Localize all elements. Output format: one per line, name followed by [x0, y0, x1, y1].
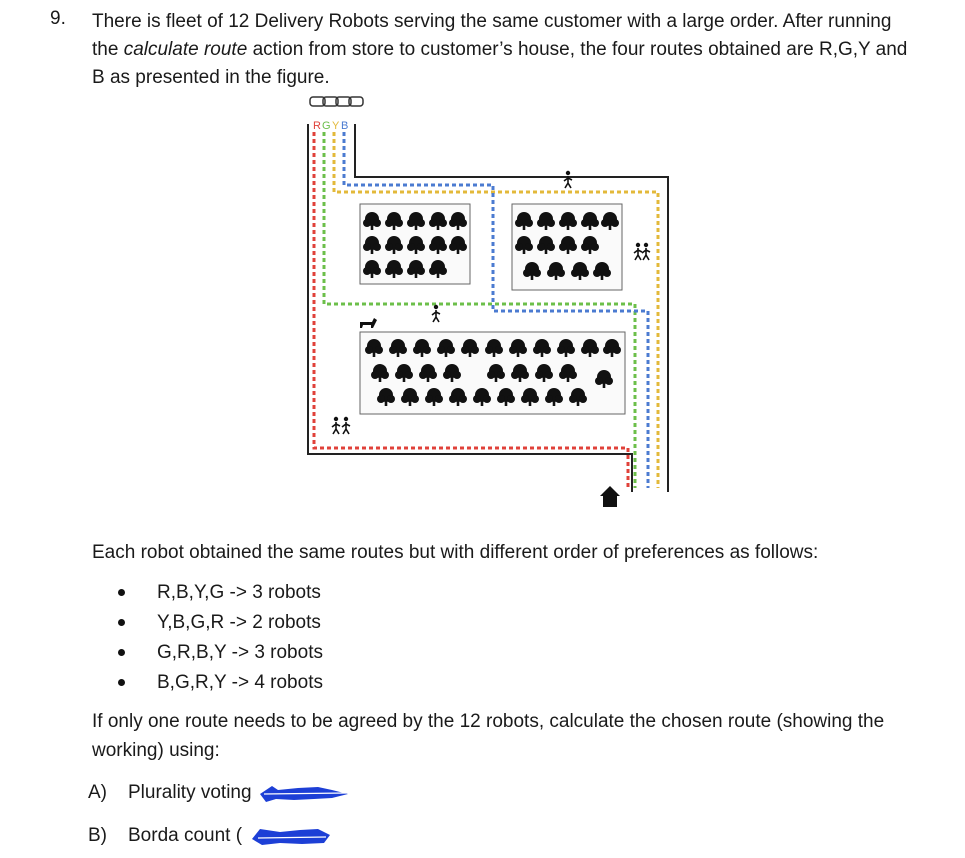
preferences-intro: Each robot obtained the same routes but with different order of preferences as follows: [92, 542, 819, 563]
routes [314, 132, 658, 488]
intro-text-2: action from store to customer’s house, the four routes obtained are R,G,Y and B as presented in the figure. [92, 39, 908, 88]
dog-icon [360, 318, 377, 328]
method-a [88, 779, 252, 807]
preference-text: R,B,Y,G -> 3 robots [157, 582, 321, 603]
route-map-figure [300, 92, 680, 512]
route-label-g: G [322, 120, 331, 132]
route-label-r: R [313, 120, 321, 132]
tree-block-bottom [360, 332, 625, 414]
robots-icon [310, 97, 363, 106]
question-number: 9. [50, 8, 66, 29]
redaction-scribble-a [258, 780, 358, 808]
preference-text: B,G,R,Y -> 4 robots [157, 672, 323, 693]
preference-text: Y,B,G,R -> 2 robots [157, 612, 321, 633]
tree-block-top-left [360, 204, 470, 284]
intro-text-1: There is fleet of 12 Delivery Robots serving the same customer with a large order. After running the [92, 11, 892, 60]
house-icon [600, 486, 620, 507]
method-b [88, 822, 242, 850]
route-label-y: Y [332, 120, 340, 132]
bullet-icon [118, 619, 125, 626]
intro-emphasis: calculate route [123, 39, 248, 60]
road-outline [308, 124, 668, 492]
task-text: If only one route needs to be agreed by the 12 robots, calculate the chosen route (showing the working) using: [92, 711, 885, 761]
method-a-label: A) [88, 782, 107, 803]
tree-block-top-right [512, 204, 622, 290]
method-b-label: B) [88, 825, 107, 846]
method-a-text: Plurality voting [128, 782, 252, 803]
method-b-text: Borda count ( [128, 825, 243, 846]
route-blue [344, 132, 648, 488]
redaction-scribble-b [250, 823, 340, 851]
bullet-icon [118, 679, 125, 686]
question-intro [92, 8, 922, 92]
preference-text: G,R,B,Y -> 3 robots [157, 642, 323, 663]
bullet-icon [118, 589, 125, 596]
bullet-icon [118, 649, 125, 656]
route-label-b: B [341, 120, 349, 132]
